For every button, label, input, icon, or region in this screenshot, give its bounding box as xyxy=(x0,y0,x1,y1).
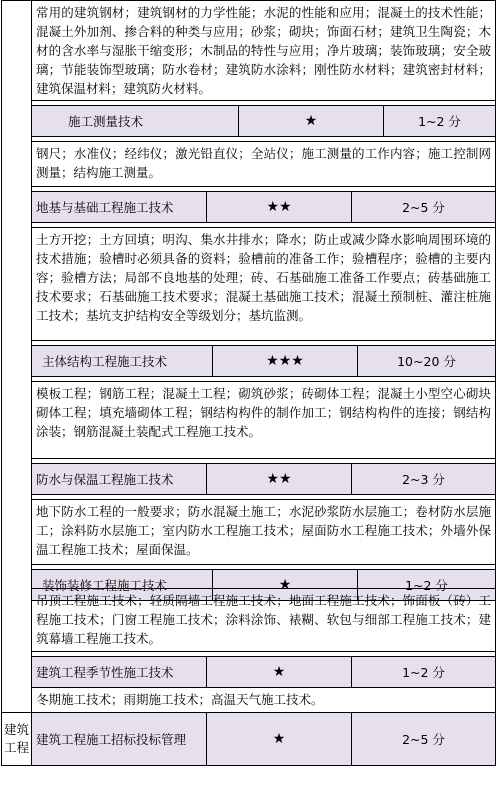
syllabus-table xyxy=(1,0,496,601)
difficulty-stars: ★★ xyxy=(207,464,352,494)
section-description: 吊顶工程施工技术；轻质隔墙工程施工技术；地面工程施工技术；饰面板（砖）工程施工技术；门窗工程施工技术；涂料涂饰、裱糊、软包与细部工程施工技术；建筑幕墙工程施工技术。 xyxy=(36,593,491,646)
category-cell-top xyxy=(2,1,32,601)
section-title: 施工测量技术 xyxy=(32,106,239,136)
score-range: 10~20 分 xyxy=(397,354,456,369)
difficulty-stars: ★ xyxy=(207,657,352,687)
section-row xyxy=(2,657,496,688)
category-label: 建筑工程 xyxy=(3,722,29,755)
score-range: 2~5 分 xyxy=(402,732,445,747)
section-title: 建筑工程季节性施工技术 xyxy=(32,657,207,687)
difficulty-stars: ★★★ xyxy=(213,346,358,376)
section-title: 主体结构工程施工技术 xyxy=(32,346,213,376)
section-row xyxy=(2,346,496,377)
intro-row xyxy=(2,1,496,101)
difficulty-stars: ★ xyxy=(207,713,352,765)
difficulty-stars: ★ xyxy=(213,570,358,600)
score-range: 1~2 分 xyxy=(418,114,461,129)
section-description: 冬期施工技术；雨期施工技术；高温天气施工技术。 xyxy=(36,692,324,707)
syllabus-table-lower xyxy=(1,588,496,766)
category-cell xyxy=(2,713,32,766)
difficulty-stars: ★ xyxy=(239,106,384,136)
section-row xyxy=(2,713,496,766)
score-range: 1~2 分 xyxy=(402,665,445,680)
score-range: 2~5 分 xyxy=(402,200,445,215)
section-description: 钢尺；水准仪；经纬仪；激光铅直仪；全站仪；施工测量的工作内容；施工控制网测量；结构施工测量。 xyxy=(36,146,491,180)
difficulty-stars: ★★ xyxy=(207,192,352,222)
section-description: 土方开挖；土方回填；明沟、集水井排水；降水；防止或减少降水影响周围环境的技术措施；验槽时必须具备的资料；验槽前的准备工作；验槽程序；验槽的主要内容；验槽方法；局部不良地基的处理；砖、石基础施工准备工作要点；砖基础施工技术要求；石基础施工技术要求；混凝土基础施工技术；混凝土预制桩、灌注桩施工技术；基坑支护结构安全等级划分；基坑监测。 xyxy=(36,232,491,323)
score-range: 2~3 分 xyxy=(402,472,445,487)
section-description: 地下防水工程的一般要求；防水混凝土施工；水泥砂浆防水层施工；卷材防水层施工；涂料防水层施工；室内防水工程施工技术；屋面防水工程施工技术；外墙外保温工程施工技术；屋面保温。 xyxy=(36,504,491,557)
section-row xyxy=(2,192,496,223)
intro-text: 常用的建筑钢材；建筑钢材的力学性能；水泥的性能和应用；混凝土的技术性能；混凝土外加剂、掺合料的种类与应用；砂浆；砌块；饰面石材；建筑卫生陶瓷；木材的含水率与湿胀干缩变形；木制品的特性与应用；净片玻璃；装饰玻璃；安全玻璃；节能装饰型玻璃；防水卷材；建筑防水涂料；刚性防水材料；建筑密封材料；建筑保温材料；建筑防火材料。 xyxy=(36,5,491,96)
section-row xyxy=(2,464,496,495)
section-row xyxy=(2,106,496,137)
section-title: 装饰装修工程施工技术 xyxy=(32,570,213,600)
section-title: 地基与基础工程施工技术 xyxy=(32,192,207,222)
score-range: 1~2 分 xyxy=(405,578,448,593)
section-description: 模板工程；钢筋工程；混凝土工程；砌筑砂浆；砖砌体工程；混凝土小型空心砌块砌体工程；填充墙砌体工程；钢结构构件的制作加工；钢结构构件的连接；钢结构涂装；钢筋混凝土装配式工程施工技术。 xyxy=(36,386,491,439)
section-title: 建筑工程施工招标投标管理 xyxy=(32,713,207,765)
section-title: 防水与保温工程施工技术 xyxy=(32,464,207,494)
